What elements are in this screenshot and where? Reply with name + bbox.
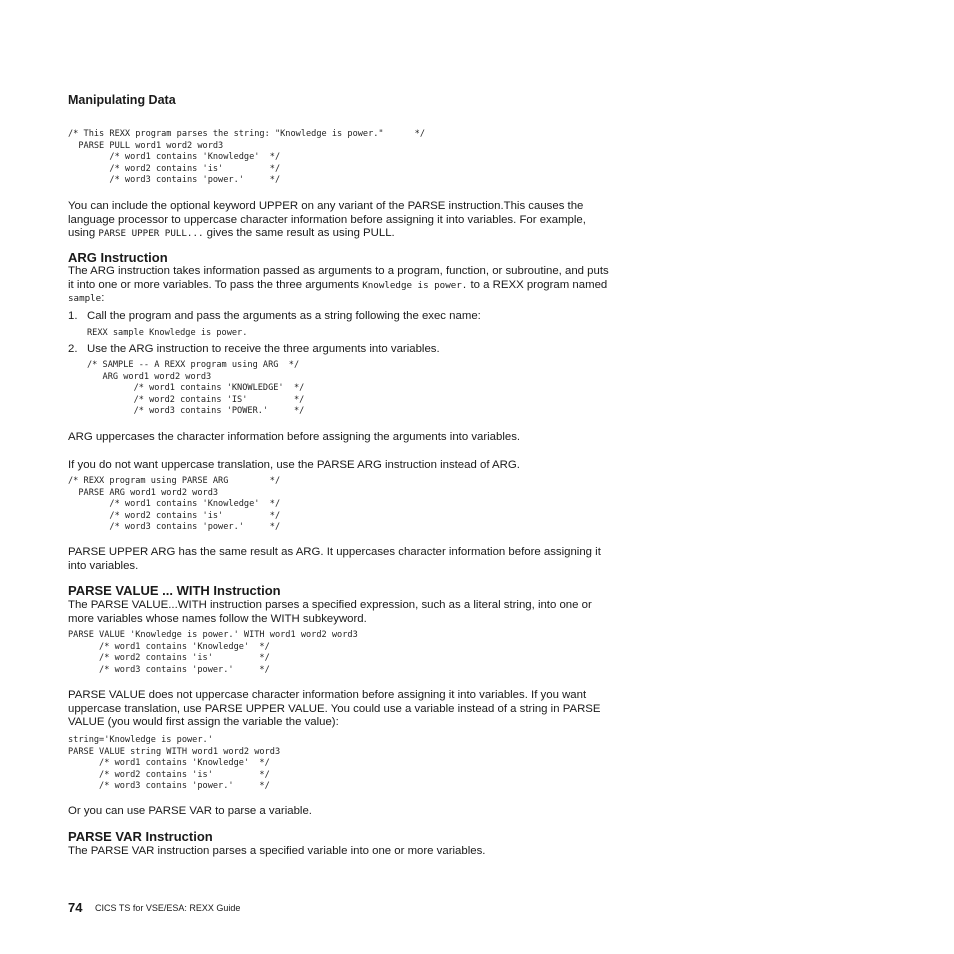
heading-parse-var: PARSE VAR Instruction [68,829,213,844]
inline-code: Knowledge is power. [362,279,468,291]
running-header: Manipulating Data [68,93,176,107]
code-parse-value: PARSE VALUE 'Knowledge is power.' WITH word1 word2 word3 /* word1 contains 'Knowledge' */ /* word2 contains 'is' */ /* word3 contains 'power.' */ [68,630,358,675]
paragraph-parse-arg: If you do not want uppercase translation, use the PARSE ARG instruction instead of ARG. [68,459,520,471]
list-number: 1. [68,310,78,322]
paragraph-arg-intro [68,265,613,306]
paragraph-arg-uppercase: ARG uppercases the character information before assigning the arguments into variables. [68,431,521,443]
list-item-step2 [68,343,613,357]
code-parse-value-string: string='Knowledge is power.' PARSE VALUE string WITH word1 word2 word3 /* word1 contains 'Knowledge' */ /* word2 contains 'is' */ /* word3 contains 'power.' */ [68,735,281,791]
paragraph-parse-var-hint: Or you can use PARSE VAR to parse a variable. [68,805,312,817]
text: Use the ARG instruction to receive the three arguments into variables. [87,343,440,355]
page-number: 74 [68,900,83,915]
heading-arg: ARG Instruction [68,250,168,265]
text: : [101,292,105,304]
code-parse-pull: /* This REXX program parses the string: "Knowledge is power." */ PARSE PULL word1 word2 word3 /* word1 contains 'Knowledge' */ /* word2 contains 'is' */ /* word3 contains 'power.' */ [68,129,425,185]
paragraph-parse-value-intro: The PARSE VALUE...WITH instruction parses a specified expression, such as a literal string, into one or more variables whose names follow the WITH subkeyword. [68,599,592,625]
inline-code: sample [68,293,102,304]
heading-parse-value: PARSE VALUE ... WITH Instruction [68,583,281,598]
paragraph-parse-upper-arg: PARSE UPPER ARG has the same result as ARG. It uppercases character information before assigning it into variables. [68,546,601,572]
code-arg-sample: /* SAMPLE -- A REXX program using ARG */ ARG word1 word2 word3 /* word1 contains 'KNOWLEDGE' */ /* word2 contains 'IS' */ /* word3 contains 'POWER.' */ [87,360,305,416]
text: The ARG instruction takes information passed as arguments to a program, function, or subroutine, and puts it into one or more variables. To pass the three arguments [68,265,609,291]
inline-code: PARSE UPPER PULL... [98,228,204,239]
paragraph-parse-value-note: PARSE VALUE does not uppercase character information before assigning it into variables. If you want uppercase translation, use PARSE UPPER VALUE. You could use a variable instead of a string in PARSE VALUE (you would first assign the variable the value): [68,689,601,728]
list-item-step1 [68,310,613,324]
paragraph-upper-keyword [68,200,613,241]
list-number: 2. [68,343,78,355]
footer-book-title: CICS TS for VSE/ESA: REXX Guide [95,903,241,913]
text: Call the program and pass the arguments as a string following the exec name: [87,310,481,322]
code-parse-arg: /* REXX program using PARSE ARG */ PARSE ARG word1 word2 word3 /* word1 contains 'Knowledge' */ /* word2 contains 'is' */ /* word3 contains 'power.' */ [68,476,281,532]
text: You can include the optional keyword UPPER on any variant of the PARSE instruction.This causes the language processor to uppercase character information before assigning it into variables. For example, using [68,200,586,239]
paragraph-parse-var-intro: The PARSE VAR instruction parses a specified variable into one or more variables. [68,845,486,857]
text: to a REXX program named [467,278,608,291]
code-call-sample: REXX sample Knowledge is power. [87,328,248,338]
text: gives the same result as using PULL. [203,227,395,239]
